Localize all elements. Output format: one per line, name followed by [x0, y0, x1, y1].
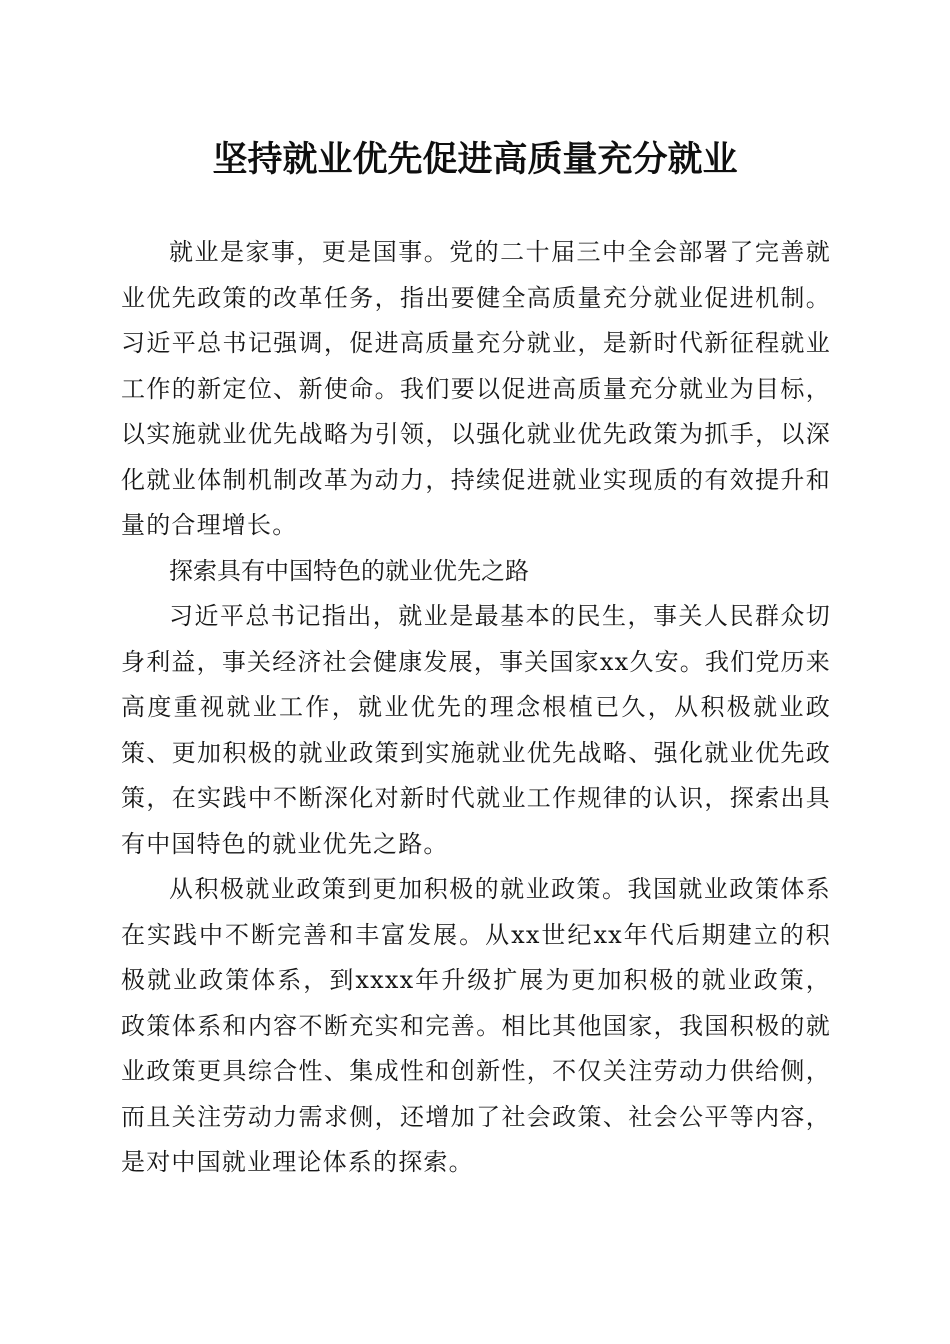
- paragraph-intro: 就业是家事，更是国事。党的二十届三中全会部署了完善就业优先政策的改革任务，指出要健全高质量充分就业促进机制。习近平总书记强调，促进高质量充分就业，是新时代新征程就业工作的新定位、新使命。我们要以促进高质量充分就业为目标，以实施就业优先战略为引领，以强化就业优先政策为抓手，以深化就业体制机制改革为动力，持续促进就业实现质的有效提升和量的合理增长。: [121, 238, 831, 539]
- section-heading: 探索具有中国特色的就业优先之路: [169, 556, 529, 585]
- document-body: [121, 230, 831, 1186]
- paragraph-active-policy: 从积极就业政策到更加积极的就业政策。我国就业政策体系在实践中不断完善和丰富发展。从xx世纪xx年代后期建立的积极就业政策体系，到xxxx年升级扩展为更加积极的就业政策，政策体系和内容不断充实和完善。相比其他国家，我国积极的就业政策更具综合性、集成性和创新性，不仅关注劳动力供给侧，而且关注劳动力需求侧，还增加了社会政策、社会公平等内容，是对中国就业理论体系的探索。: [121, 875, 831, 1176]
- paragraph-employment-priority: 习近平总书记指出，就业是最基本的民生，事关人民群众切身利益，事关经济社会健康发展，事关国家xx久安。我们党历来高度重视就业工作，就业优先的理念根植已久，从积极就业政策、更加积极的就业政策到实施就业优先战略、强化就业优先政策，在实践中不断深化对新时代就业工作规律的认识，探索出具有中国特色的就业优先之路。: [121, 602, 831, 858]
- document-title: 坚持就业优先促进高质量充分就业: [212, 139, 738, 180]
